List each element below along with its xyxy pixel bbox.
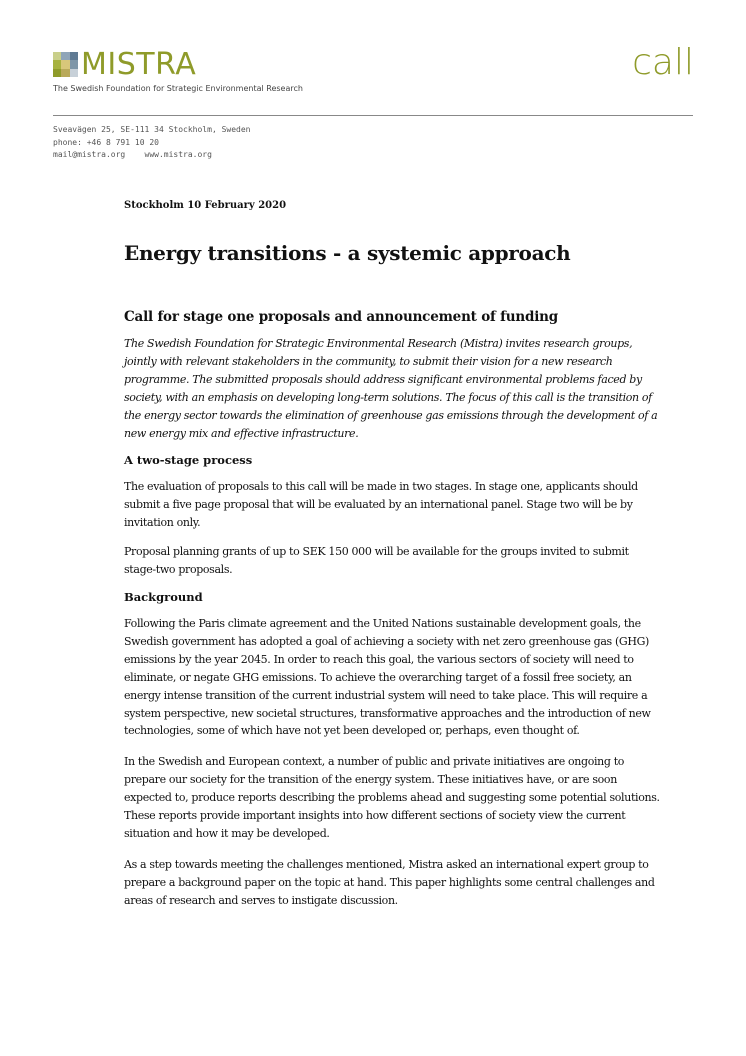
header-divider <box>53 115 693 116</box>
document-title: Energy transitions - a systemic approach <box>124 241 571 265</box>
tagline: The Swedish Foundation for Strategic Environmental Research <box>53 84 303 93</box>
mistra-logo <box>53 47 197 82</box>
paragraph: In the Swedish and European context, a number of public and private initiatives are ongoing to prepare our society for the transition of the energy system. These initiatives have, or are soon expected to, produce reports describing the problems ahead and suggesting some potential solutions. These reports provide important insights into how different sections of society view the current situation and how it may be developed. <box>124 755 660 840</box>
section-heading-background: Background <box>124 589 203 604</box>
section-heading-two-stage: A two-stage process <box>124 453 253 468</box>
paragraph: Proposal planning grants of up to SEK 150 000 will be available for the groups invited to submit stage-two proposals. <box>124 545 629 577</box>
intro-paragraph: The Swedish Foundation for Strategic Environmental Research (Mistra) invites research groups, jointly with relevant stakeholders in the community, to submit their vision for a new research programme. The submitted proposals should address significant environmental problems faced by society, with an emphasis on developing long-term solutions. The focus of this call is the transition of the energy sector towards the elimination of greenhouse gas emissions through the development of a new energy mix and effective infrastructure. <box>124 337 658 440</box>
phone-line: phone: +46 8 791 10 20 <box>53 137 159 147</box>
document-subtitle: Call for stage one proposals and announcement of funding <box>124 309 558 325</box>
document-date: Stockholm 10 February 2020 <box>124 200 287 211</box>
logo-wordmark: MISTRA <box>81 47 197 82</box>
document-body <box>124 200 660 910</box>
mistra-logo-mark-icon <box>53 52 78 77</box>
paragraph: As a step towards meeting the challenges mentioned, Mistra asked an international expert group to prepare a background paper on the topic at hand. This paper highlights some central challenges and areas of research and serves to instigate discussion. <box>124 857 655 907</box>
paragraph: Following the Paris climate agreement and the United Nations sustainable development goals, the Swedish government has adopted a goal of achieving a society with net zero greenhouse gas (GHG) emissions by the year 2045. In order to reach this goal, the various sectors of society will need to eliminate, or negate GHG emissions. To achieve the overarching target of a fossil free society, an energy intense transition of the current industrial system will need to take place. This will require a system perspective, new societal structures, transformative approaches and the introduction of new technologies, some of which have not yet been developed or, perhaps, even thought of. <box>124 616 651 738</box>
contact-block <box>53 124 250 162</box>
document-type-label: call <box>632 42 694 83</box>
paragraph: The evaluation of proposals to this call will be made in two stages. In stage one, applicants should submit a five page proposal that will be evaluated by an international panel. Stage two will be by invitation only. <box>124 480 638 530</box>
web-line: mail@mistra.org www.mistra.org <box>53 150 212 159</box>
address-line: Sveavägen 25, SE-111 34 Stockholm, Sweden <box>53 125 251 134</box>
